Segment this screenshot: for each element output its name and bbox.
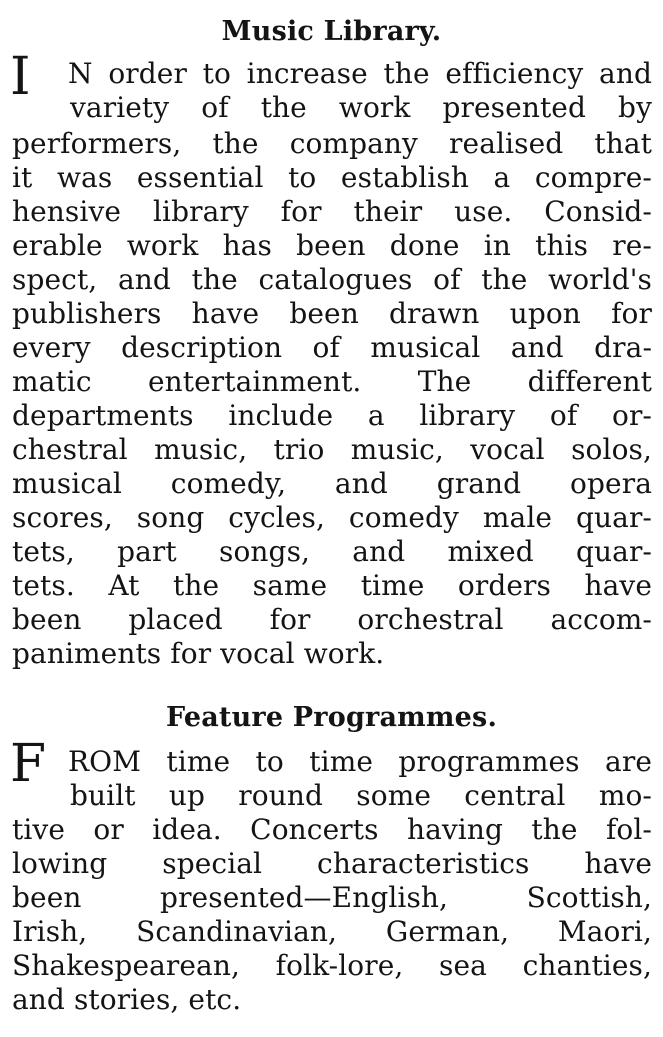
paragraph-line: been presented—English, Scottish, — [12, 881, 652, 914]
paragraph-line: lowing special characteristics have — [12, 847, 652, 880]
paragraph-line: Shakespearean, folk-lore, sea chanties, — [12, 949, 652, 982]
paragraph-line: musical comedy, and grand opera — [12, 467, 652, 500]
paragraph-line: spect, and the catalogues of the world's — [12, 263, 652, 296]
paragraph-line: matic entertainment. The different — [12, 365, 652, 398]
paragraph-line: ROM time to time programmes are — [68, 745, 652, 778]
section-heading-music-library: Music Library. — [221, 16, 442, 47]
paragraph-line: departments include a library of or- — [12, 399, 652, 432]
paragraph-line: performers, the company realised that — [12, 127, 652, 160]
paragraph-line: scores, song cycles, comedy male quar- — [12, 501, 652, 534]
drop-cap-letter: I — [10, 47, 31, 107]
section-heading-feature-programmes: Feature Programmes. — [165, 702, 498, 733]
paragraph-line: been placed for orchestral accom- — [12, 603, 652, 636]
paragraph-line: it was essential to establish a compre- — [12, 161, 652, 194]
paragraph-line: N order to increase the efficiency and — [68, 57, 652, 90]
paragraph-line: hensive library for their use. Consid- — [12, 195, 652, 228]
paragraph-line: tets, part songs, and mixed quar- — [12, 535, 652, 568]
paragraph-line: erable work has been done in this re- — [12, 229, 652, 262]
paragraph-line: every description of musical and dra- — [12, 331, 652, 364]
drop-cap-letter: F — [10, 734, 47, 794]
paragraph-line: tive or idea. Concerts having the fol- — [12, 813, 652, 846]
paragraph-line: tets. At the same time orders have — [12, 569, 652, 602]
paragraph-line: Irish, Scandinavian, German, Maori, — [12, 915, 652, 948]
paragraph-line: chestral music, trio music, vocal solos, — [12, 433, 652, 466]
paragraph-line: variety of the work presented by — [70, 91, 652, 124]
paragraph-line: and stories, etc. — [12, 983, 242, 1016]
paragraph-line: publishers have been drawn upon for — [12, 297, 652, 330]
paragraph-line: built up round some central mo- — [70, 779, 652, 812]
paragraph-line: paniments for vocal work. — [12, 637, 385, 670]
